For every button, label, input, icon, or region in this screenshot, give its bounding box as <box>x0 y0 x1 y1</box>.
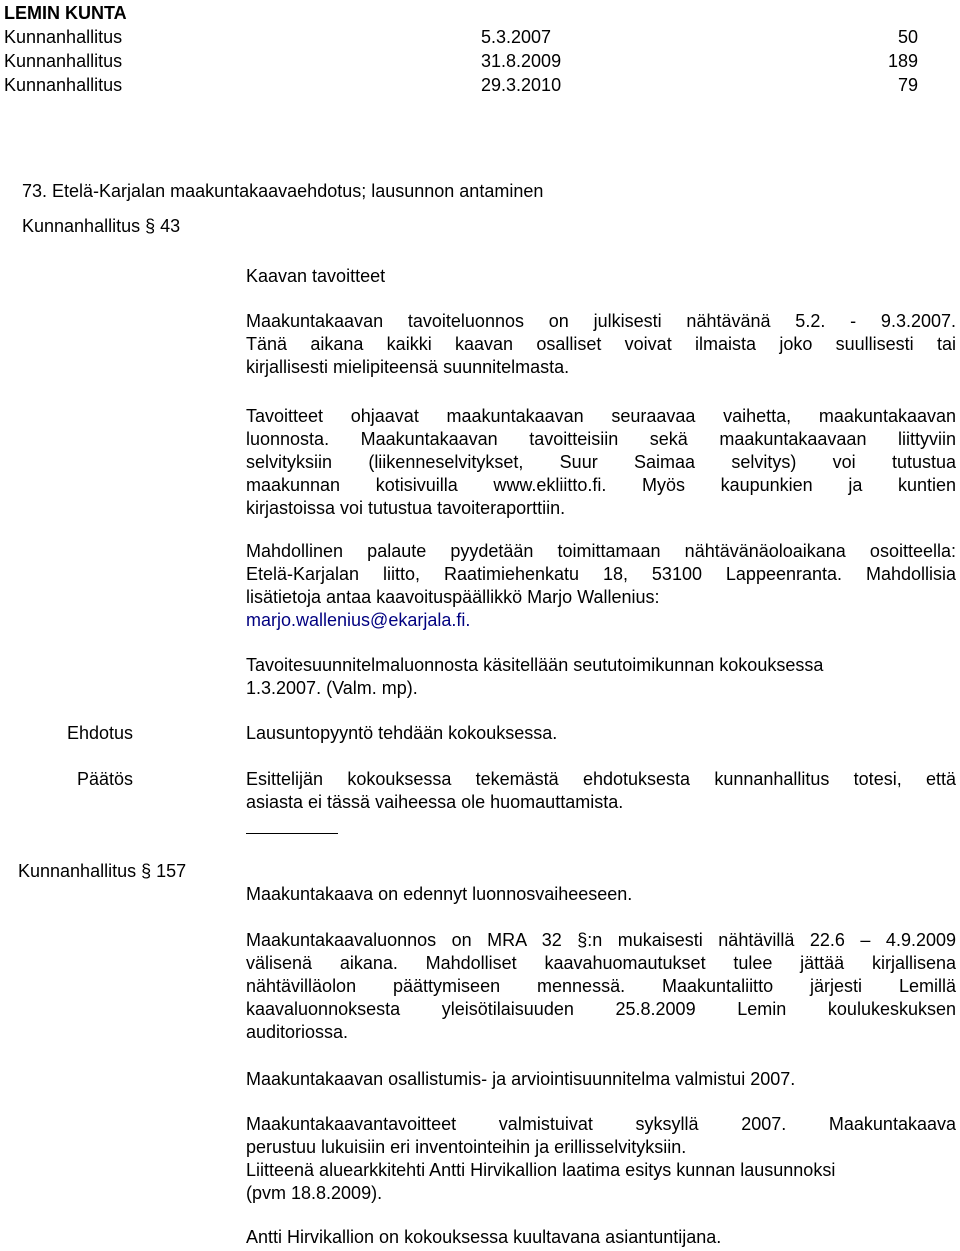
separator-rule <box>246 833 338 834</box>
header-row-number: 189 <box>887 51 918 71</box>
header-row-date: 29.3.2010 <box>481 75 562 95</box>
label-paatos-text: Päätös <box>76 769 134 789</box>
paragraph-asiantuntija: Antti Hirvikallion on kokouksessa kuultavana asiantuntijana. <box>246 1227 722 1247</box>
email-link[interactable]: marjo.wallenius@ekarjala.fi. <box>246 610 471 630</box>
text-line: asiasta ei tässä vaiheessa ole huomauttamista. <box>246 792 624 812</box>
header-row-date: 31.8.2009 <box>481 51 562 71</box>
paragraph-palaute <box>246 540 956 632</box>
header-row-number: 79 <box>897 75 918 95</box>
header-row-body: Kunnanhallitus <box>4 27 123 47</box>
text-line: lisätietoja antaa kaavoituspäällikkö Marjo Wallenius: <box>246 587 660 607</box>
text-line: nähtävilläolon päättymiseen mennessä. Maakuntaliitto järjesti Lemillä <box>246 976 956 996</box>
text-line: selvityksiin (liikenneselvitykset, Suur Saimaa selvitys) voi tutustua <box>246 452 956 472</box>
label-paatos <box>60 768 250 791</box>
header-row-number: 50 <box>897 27 918 47</box>
header-row-body: Kunnanhallitus <box>4 51 123 71</box>
meeting-ref-157: Kunnanhallitus § 157 <box>18 861 187 881</box>
header-row-body: Kunnanhallitus <box>4 75 123 95</box>
paragraph-luonnosvaihe: Maakuntakaava on edennyt luonnosvaiheeseen. <box>246 884 633 904</box>
paragraph-kasittely <box>246 654 956 700</box>
text-line: Maakuntakaavantavoitteet valmistuivat syksyllä 2007. Maakuntakaava <box>246 1114 956 1134</box>
text-line: Maakuntakaavaluonnos on MRA 32 §:n mukaisesti nähtävillä 22.6 – 4.9.2009 <box>246 930 956 950</box>
ehdotus-text: Lausuntopyyntö tehdään kokouksessa. <box>246 723 558 743</box>
paragraph-tavoiteluonnos <box>246 310 956 379</box>
text-line: auditoriossa. <box>246 1022 349 1042</box>
text-line: Tavoitesuunnitelmaluonnosta käsitellään seututoimikunnan kokouksessa <box>246 655 824 675</box>
text-line: Etelä-Karjalan liitto, Raatimiehenkatu 18, 53100 Lappeenranta. Mahdollisia <box>246 564 956 584</box>
meeting-ref-43: Kunnanhallitus § 43 <box>22 216 181 236</box>
section-heading: Kaavan tavoitteet <box>246 266 386 286</box>
text-line: maakunnan kotisivuilla www.ekliitto.fi. Myös kaupunkien ja kuntien <box>246 475 956 495</box>
text-line: (pvm 18.8.2009). <box>246 1183 383 1203</box>
text-line: välisenä aikana. Mahdolliset kaavahuomautukset tulee jättää kirjallisena <box>246 953 956 973</box>
text-line: Esittelijän kokouksessa tekemästä ehdotuksesta kunnanhallitus totesi, että <box>246 769 956 789</box>
text-line: Liitteenä aluearkkitehti Antti Hirvikallion laatima esitys kunnan lausunnoksi <box>246 1160 836 1180</box>
paatos-text <box>246 768 956 814</box>
header-row-date: 5.3.2007 <box>481 27 552 47</box>
text-line: kirjallisesti mielipiteensä suunnitelmasta. <box>246 357 570 377</box>
text-line: Tänä aikana kaikki kaavan osalliset voivat ilmaista joko suullisesti tai <box>246 334 956 354</box>
text-line: kaavaluonnoksesta yleisötilaisuuden 25.8.2009 Lemin koulukeskuksen <box>246 999 956 1019</box>
text-line: Maakuntakaavan tavoiteluonnos on julkisesti nähtävänä 5.2. - 9.3.2007. <box>246 311 956 331</box>
text-line: 1.3.2007. (Valm. mp). <box>246 678 418 698</box>
text-line: luonnosta. Maakuntakaavan tavoitteisiin sekä maakuntakaavaan liittyviin <box>246 429 956 449</box>
label-ehdotus-text: Ehdotus <box>66 723 134 743</box>
text-line: Tavoitteet ohjaavat maakuntakaavan seuraavaa vaihetta, maakuntakaavan <box>246 406 956 426</box>
org-name: LEMIN KUNTA <box>4 3 127 23</box>
label-ehdotus <box>67 722 257 745</box>
item-title: 73. Etelä-Karjalan maakuntakaavaehdotus; lausunnon antaminen <box>22 181 544 201</box>
paragraph-nahtavilla <box>246 929 956 1044</box>
text-line: kirjastoissa voi tutustua tavoiteraporttiin. <box>246 498 566 518</box>
paragraph-tavoitteet-valmistuivat <box>246 1113 956 1205</box>
text-line: Mahdollinen palaute pyydetään toimittamaan nähtävänäoloaikana osoitteella: <box>246 541 956 561</box>
paragraph-oas: Maakuntakaavan osallistumis- ja arviointisuunnitelma valmistui 2007. <box>246 1069 796 1089</box>
text-line: perustuu lukuisiin eri inventointeihin ja erillisselvityksiin. <box>246 1137 687 1157</box>
paragraph-tavoitteet <box>246 405 956 520</box>
